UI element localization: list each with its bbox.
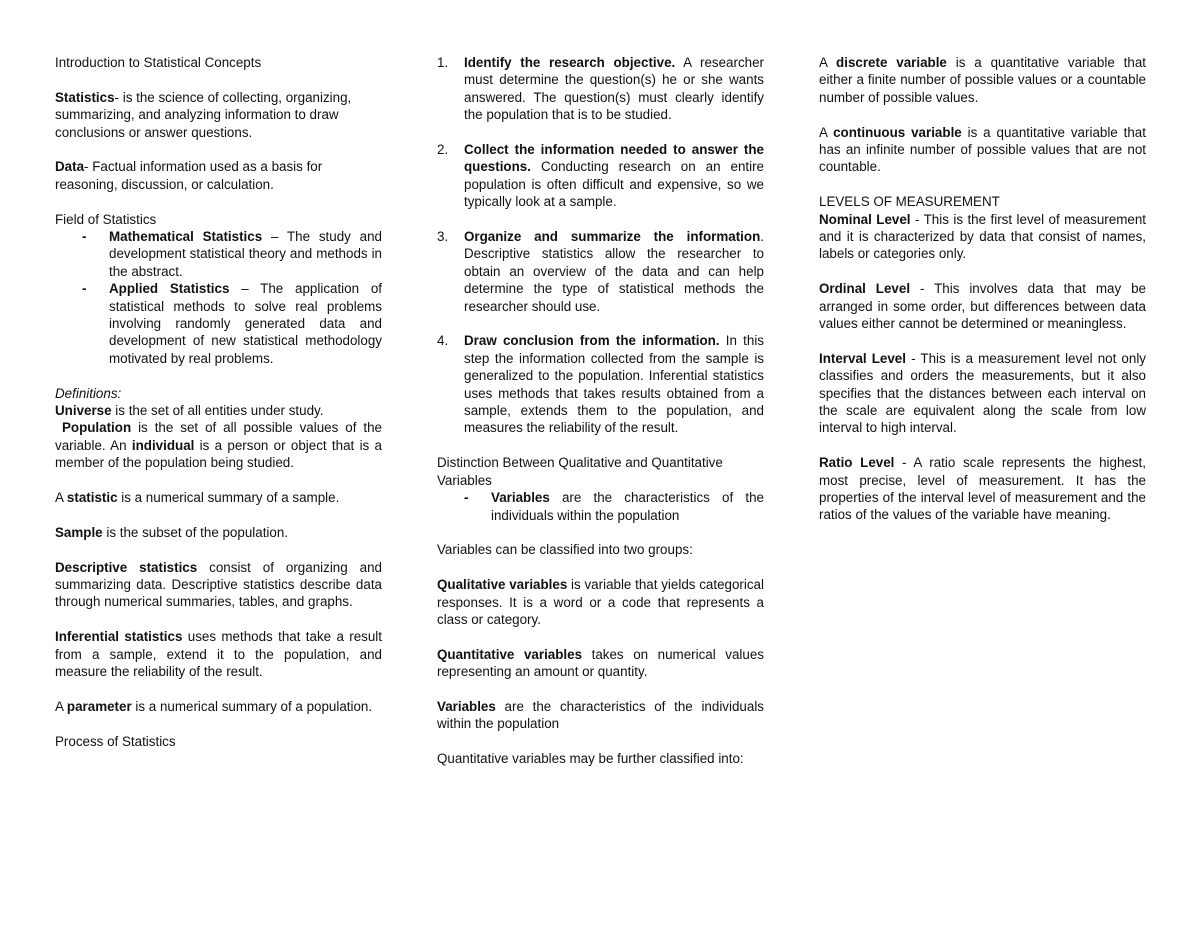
discrete-definition: A discrete variable is a quantitative variable that either a finite number of possible values or a countable number of possible values.: [819, 55, 1146, 105]
process-steps: [437, 54, 764, 437]
field-list: [55, 228, 382, 367]
list-item: - Applied Statistics – The application of statistical methods to solve real problems involving randomly generated data and development of new statistical methodology motivated by real problems.: [109, 280, 382, 367]
descriptive-definition: Descriptive statistics consist of organizing and summarizing data. Descriptive statistics describe data through numerical summaries, tables, and graphs.: [55, 559, 382, 610]
document-title: Introduction to Statistical Concepts: [55, 55, 262, 70]
statistics-definition: Statistics- is the science of collecting, organizing, summarizing, and analyzing information to draw conclusions or answer questions.: [55, 89, 352, 140]
data-definition: Data- Factual information used as a basis for reasoning, discussion, or calculation.: [55, 159, 323, 192]
column-3: [819, 54, 1146, 524]
list-item: - Variables are the characteristics of the individuals within the population: [491, 489, 764, 524]
inferential-definition: Inferential statistics uses methods that take a result from a sample, extend it to the population, and measure the reliability of the result.: [55, 629, 382, 680]
ordinal-definition: Ordinal Level - This involves data that may be arranged in some order, but differences between data values either cannot be determined or meaningless.: [819, 281, 1146, 332]
classified-text: Variables can be classified into two groups:: [437, 542, 693, 558]
statistic-definition: A statistic is a numerical summary of a sample.: [55, 490, 340, 506]
process-step: 3. Organize and summarize the information. Descriptive statistics allow the researcher to obtain an overview of the data and can help determine the type of statistical methods the researcher should use.: [437, 229, 764, 314]
ratio-definition: Ratio Level - A ratio scale represents the highest, most precise, level of measurement. It has the properties of the interval level of measurement and the ratios of the values of the variable have meaning.: [819, 455, 1146, 523]
process-step: 2. Collect the information needed to answer the questions. Conducting research on an entire population is often difficult and expensive, so we typically look at a sample.: [437, 142, 764, 210]
process-step: 4. Draw conclusion from the information. In this step the information collected from the sample is generalized to the population. Inferential statistics uses methods that takes results obtained from a sample, extends them to the population, and measures the reliability of the result.: [437, 333, 764, 436]
list-item: - Mathematical Statistics – The study and development statistical theory and methods in the abstract.: [109, 228, 382, 280]
variables-definition: Variables are the characteristics of the individuals within the population: [437, 698, 764, 732]
parameter-definition: A parameter is a numerical summary of a population.: [55, 698, 373, 714]
process-heading: Process of Statistics: [55, 733, 176, 749]
process-step: 1. Identify the research objective. A researcher must determine the question(s) he or she wants answered. The question(s) must clearly identify the population that is to be studied.: [437, 55, 764, 123]
interval-definition: Interval Level - This is a measurement level not only classifies and orders the measurements, but it also specifies that the distances between each interval on the scale are equivalent along the scale from low interval to high interval.: [819, 350, 1146, 436]
sample-definition: Sample is the subset of the population.: [55, 524, 289, 540]
column-1: [55, 54, 382, 750]
nominal-definition: Nominal Level - This is the first level of measurement and it is characterized by data that consist of names, labels or categories only.: [819, 211, 1146, 262]
quantitative-definition: Quantitative variables takes on numerical values representing an amount or quantity.: [437, 646, 764, 680]
distinction-heading: Distinction Between Qualitative and Quantitative Variables: [437, 455, 723, 488]
population-definition: Population is the set of all possible values of the variable. An individual is a person or object that is a member of the population being studied.: [55, 420, 382, 471]
universe-definition: Universe is the set of all entities under study.: [55, 403, 324, 419]
further-classified-text: Quantitative variables may be further classified into:: [437, 751, 744, 767]
levels-heading: LEVELS OF MEASUREMENT: [819, 194, 1000, 210]
continuous-definition: A continuous variable is a quantitative variable that has an infinite number of possible values that are not countable.: [819, 124, 1146, 175]
field-heading: Field of Statistics: [55, 211, 157, 227]
qualitative-definition: Qualitative variables is variable that yields categorical responses. It is a word or a code that represents a class or category.: [437, 577, 764, 627]
definitions-heading: Definitions:: [55, 385, 122, 401]
variables-list: [437, 489, 764, 524]
column-2: [437, 54, 764, 768]
